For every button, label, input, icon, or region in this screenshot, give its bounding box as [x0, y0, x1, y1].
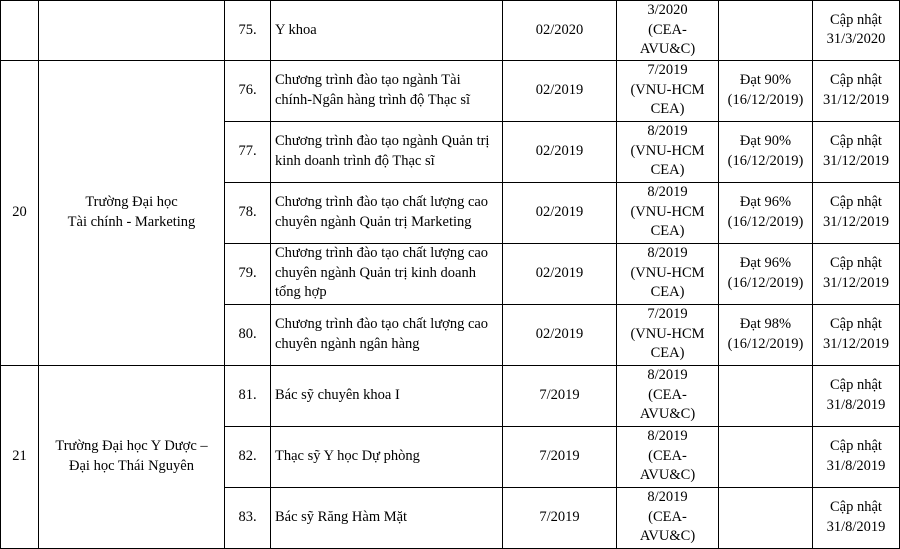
evaluation-org: 7/2019 (VNU-HCM CEA) — [617, 60, 719, 121]
row-number: 80. — [225, 304, 271, 365]
evaluation-org: 8/2019 (CEA- AVU&C) — [617, 426, 719, 487]
row-number: 75. — [225, 1, 271, 61]
update-note: Cập nhật 31/12/2019 — [813, 121, 900, 182]
start-date: 02/2019 — [503, 60, 617, 121]
evaluation-result — [719, 487, 813, 548]
start-date: 02/2019 — [503, 304, 617, 365]
school-name-cell: Trường Đại học Tài chính - Marketing — [39, 60, 225, 365]
school-name-cell — [39, 1, 225, 61]
evaluation-result: Đạt 90% (16/12/2019) — [719, 60, 813, 121]
program-name: Chương trình đào tạo chất lượng cao chuyên ngành ngân hàng — [271, 304, 503, 365]
table-row — [1, 1, 900, 61]
evaluation-result: Đạt 96% (16/12/2019) — [719, 182, 813, 243]
program-name: Chương trình đào tạo chất lượng cao chuyên ngành Quản trị Marketing — [271, 182, 503, 243]
group-stt-cell: 20 — [1, 60, 39, 365]
evaluation-result: Đạt 98% (16/12/2019) — [719, 304, 813, 365]
program-name: Bác sỹ chuyên khoa I — [271, 365, 503, 426]
group-stt-cell: 21 — [1, 365, 39, 548]
table-row — [1, 365, 900, 426]
group-stt-cell — [1, 1, 39, 61]
update-note: Cập nhật 31/8/2019 — [813, 365, 900, 426]
school-name-cell: Trường Đại học Y Dược – Đại học Thái Nguyên — [39, 365, 225, 548]
row-number: 77. — [225, 121, 271, 182]
update-note: Cập nhật 31/12/2019 — [813, 60, 900, 121]
update-note: Cập nhật 31/12/2019 — [813, 304, 900, 365]
program-name: Thạc sỹ Y học Dự phòng — [271, 426, 503, 487]
start-date: 7/2019 — [503, 365, 617, 426]
evaluation-result — [719, 1, 813, 61]
evaluation-org: 8/2019 (VNU-HCM CEA) — [617, 121, 719, 182]
start-date: 02/2019 — [503, 121, 617, 182]
update-note: Cập nhật 31/12/2019 — [813, 243, 900, 304]
start-date: 02/2020 — [503, 1, 617, 61]
evaluation-result: Đạt 90% (16/12/2019) — [719, 121, 813, 182]
update-note: Cập nhật 31/8/2019 — [813, 426, 900, 487]
row-number: 79. — [225, 243, 271, 304]
program-name: Y khoa — [271, 1, 503, 61]
evaluation-result — [719, 426, 813, 487]
start-date: 02/2019 — [503, 182, 617, 243]
evaluation-result — [719, 365, 813, 426]
start-date: 7/2019 — [503, 426, 617, 487]
row-number: 76. — [225, 60, 271, 121]
program-name: Chương trình đào tạo ngành Quản trị kinh doanh trình độ Thạc sĩ — [271, 121, 503, 182]
row-number: 82. — [225, 426, 271, 487]
start-date: 02/2019 — [503, 243, 617, 304]
row-number: 81. — [225, 365, 271, 426]
row-number: 83. — [225, 487, 271, 548]
evaluation-org: 8/2019 (CEA- AVU&C) — [617, 487, 719, 548]
row-number: 78. — [225, 182, 271, 243]
update-note: Cập nhật 31/3/2020 — [813, 1, 900, 61]
evaluation-org: 8/2019 (CEA- AVU&C) — [617, 365, 719, 426]
update-note: Cập nhật 31/12/2019 — [813, 182, 900, 243]
evaluation-org: 3/2020 (CEA- AVU&C) — [617, 1, 719, 61]
evaluation-org: 8/2019 (VNU-HCM CEA) — [617, 243, 719, 304]
table-row — [1, 60, 900, 121]
evaluation-org: 8/2019 (VNU-HCM CEA) — [617, 182, 719, 243]
program-name: Chương trình đào tạo ngành Tài chính-Ngân hàng trình độ Thạc sĩ — [271, 60, 503, 121]
program-name: Bác sỹ Răng Hàm Mặt — [271, 487, 503, 548]
program-name: Chương trình đào tạo chất lượng cao chuyên ngành Quản trị kinh doanh tổng hợp — [271, 243, 503, 304]
update-note: Cập nhật 31/8/2019 — [813, 487, 900, 548]
evaluation-result: Đạt 96% (16/12/2019) — [719, 243, 813, 304]
start-date: 7/2019 — [503, 487, 617, 548]
evaluation-org: 7/2019 (VNU-HCM CEA) — [617, 304, 719, 365]
